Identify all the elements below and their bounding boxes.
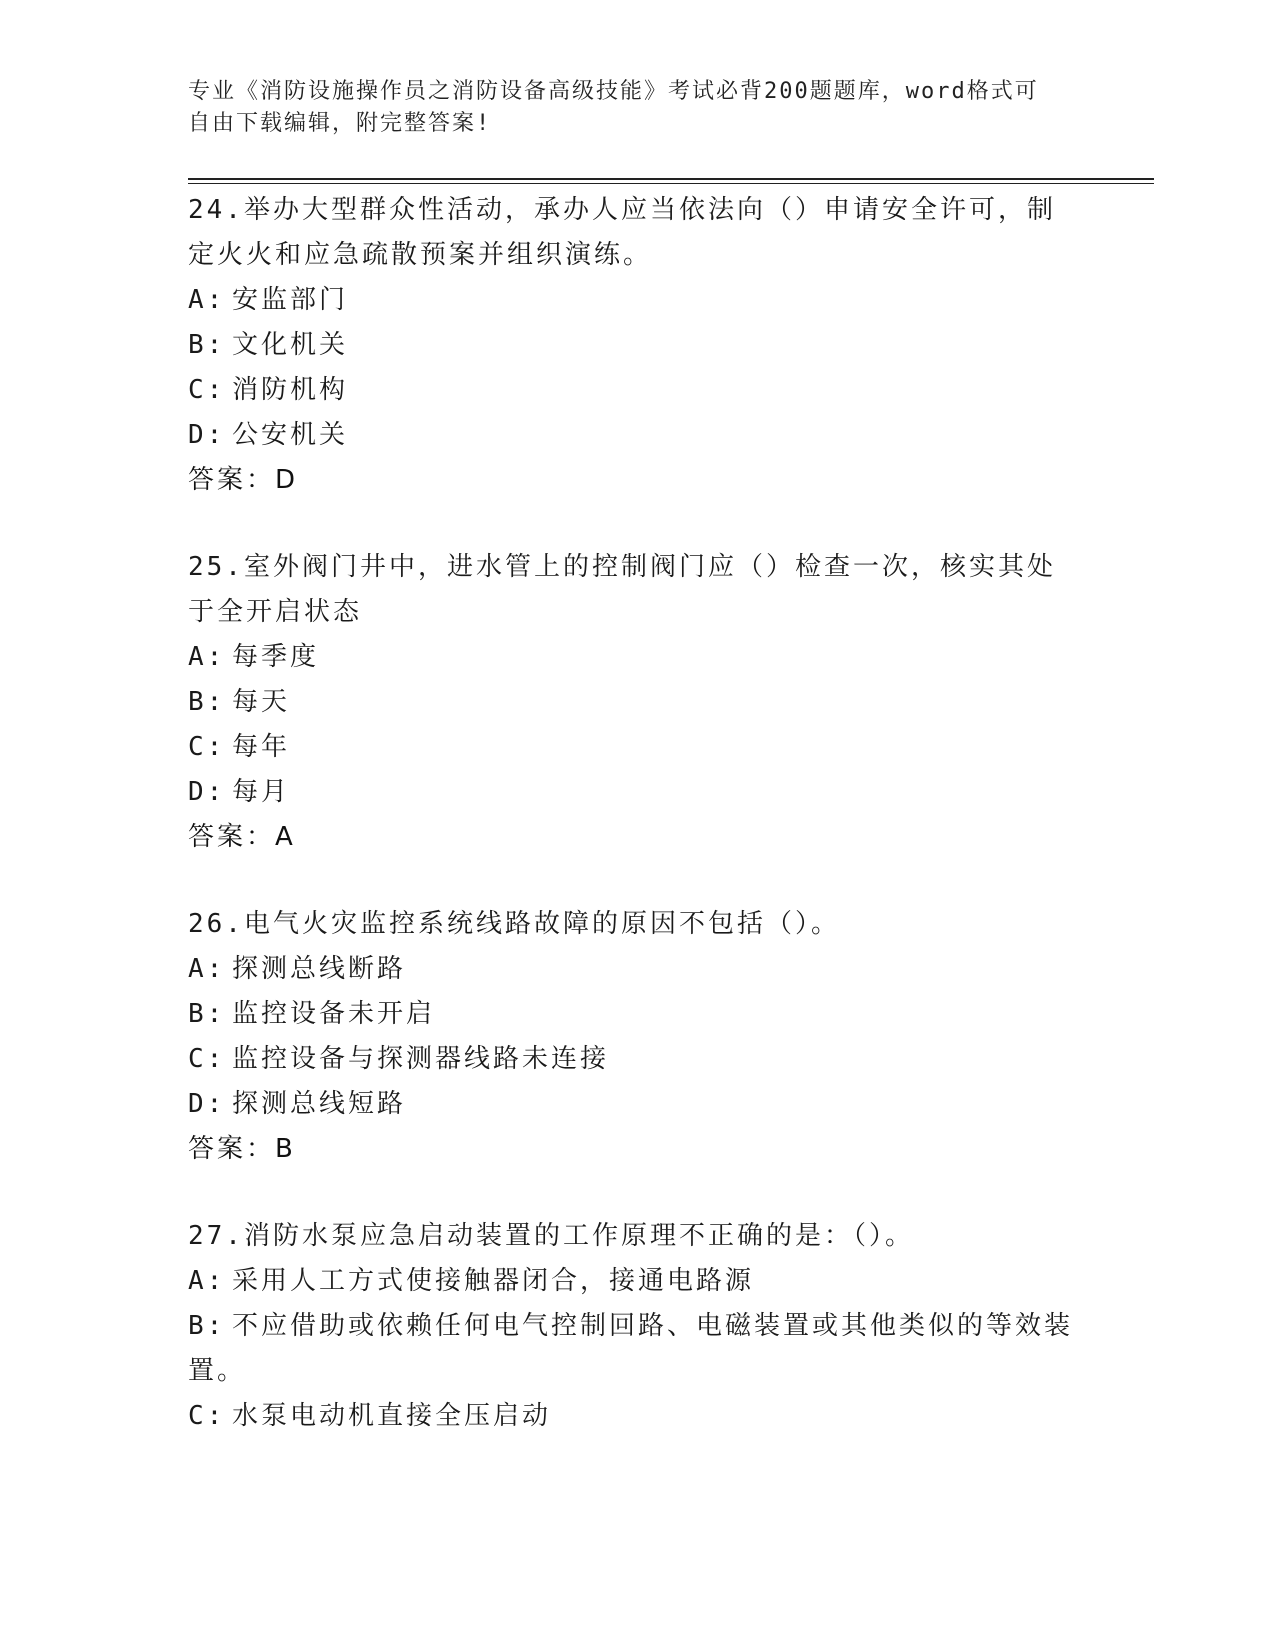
option-letter: D: bbox=[188, 420, 226, 450]
option-letter: B: bbox=[188, 999, 226, 1029]
option-b bbox=[188, 323, 1078, 368]
option-b bbox=[188, 680, 1078, 725]
option-letter: C: bbox=[188, 1401, 226, 1431]
option-letter: D: bbox=[188, 1089, 226, 1119]
option-b bbox=[188, 992, 1078, 1037]
option-text: 探测总线短路 bbox=[232, 1089, 407, 1119]
question-27 bbox=[188, 1214, 1078, 1439]
option-text: 每天 bbox=[232, 687, 291, 717]
header-line-2: 自由下载编辑，附完整答案! bbox=[188, 111, 492, 136]
option-letter: B: bbox=[188, 687, 226, 717]
option-d bbox=[188, 1082, 1078, 1127]
question-24 bbox=[188, 188, 1078, 503]
option-a bbox=[188, 278, 1078, 323]
option-text: 水泵电动机直接全压启动 bbox=[232, 1401, 552, 1431]
option-d bbox=[188, 770, 1078, 815]
answer-line: 答案：A bbox=[188, 822, 296, 852]
question-list bbox=[188, 188, 1078, 1481]
option-letter: C: bbox=[188, 732, 226, 762]
option-text: 安监部门 bbox=[232, 285, 349, 315]
option-letter: A: bbox=[188, 954, 226, 984]
option-c bbox=[188, 368, 1078, 413]
question-stem: 25.室外阀门井中，进水管上的控制阀门应（）检查一次，核实其处于全开启状态 bbox=[188, 552, 1056, 627]
answer-line: 答案：D bbox=[188, 465, 299, 495]
option-c bbox=[188, 1394, 1078, 1439]
question-26 bbox=[188, 902, 1078, 1172]
option-a bbox=[188, 1259, 1078, 1304]
option-a bbox=[188, 635, 1078, 680]
option-letter: A: bbox=[188, 642, 226, 672]
option-a bbox=[188, 947, 1078, 992]
option-text: 不应借助或依赖任何电气控制回路、电磁装置或其他类似的等效装置。 bbox=[188, 1311, 1074, 1386]
question-stem: 26.电气火灾监控系统线路故障的原因不包括（）。 bbox=[188, 909, 840, 939]
option-text: 每月 bbox=[232, 777, 291, 807]
option-text: 探测总线断路 bbox=[232, 954, 407, 984]
option-c bbox=[188, 725, 1078, 770]
answer-line: 答案：B bbox=[188, 1134, 296, 1164]
header-rule-thin bbox=[188, 183, 1154, 184]
question-stem: 27.消防水泵应急启动装置的工作原理不正确的是：（）。 bbox=[188, 1221, 914, 1251]
option-d bbox=[188, 413, 1078, 458]
option-letter: A: bbox=[188, 1266, 226, 1296]
option-text: 公安机关 bbox=[232, 420, 349, 450]
option-text: 采用人工方式使接触器闭合，接通电路源 bbox=[232, 1266, 755, 1296]
header-line-1: 专业《消防设施操作员之消防设备高级技能》考试必背200题题库，word格式可 bbox=[188, 79, 1039, 104]
question-stem: 24.举办大型群众性活动，承办人应当依法向（）申请安全许可，制定火火和应急疏散预案并组织演练。 bbox=[188, 195, 1056, 270]
option-text: 监控设备与探测器线路未连接 bbox=[232, 1044, 610, 1074]
option-text: 每年 bbox=[232, 732, 291, 762]
option-letter: D: bbox=[188, 777, 226, 807]
option-text: 文化机关 bbox=[232, 330, 349, 360]
header-rule-thick bbox=[188, 178, 1154, 180]
option-c bbox=[188, 1037, 1078, 1082]
question-25 bbox=[188, 545, 1078, 860]
option-letter: B: bbox=[188, 1311, 226, 1341]
option-text: 每季度 bbox=[232, 642, 320, 672]
option-letter: C: bbox=[188, 1044, 226, 1074]
option-letter: C: bbox=[188, 375, 226, 405]
option-letter: A: bbox=[188, 285, 226, 315]
option-text: 监控设备未开启 bbox=[232, 999, 436, 1029]
document-header bbox=[188, 76, 1068, 140]
option-text: 消防机构 bbox=[232, 375, 349, 405]
option-letter: B: bbox=[188, 330, 226, 360]
option-b bbox=[188, 1304, 1078, 1394]
